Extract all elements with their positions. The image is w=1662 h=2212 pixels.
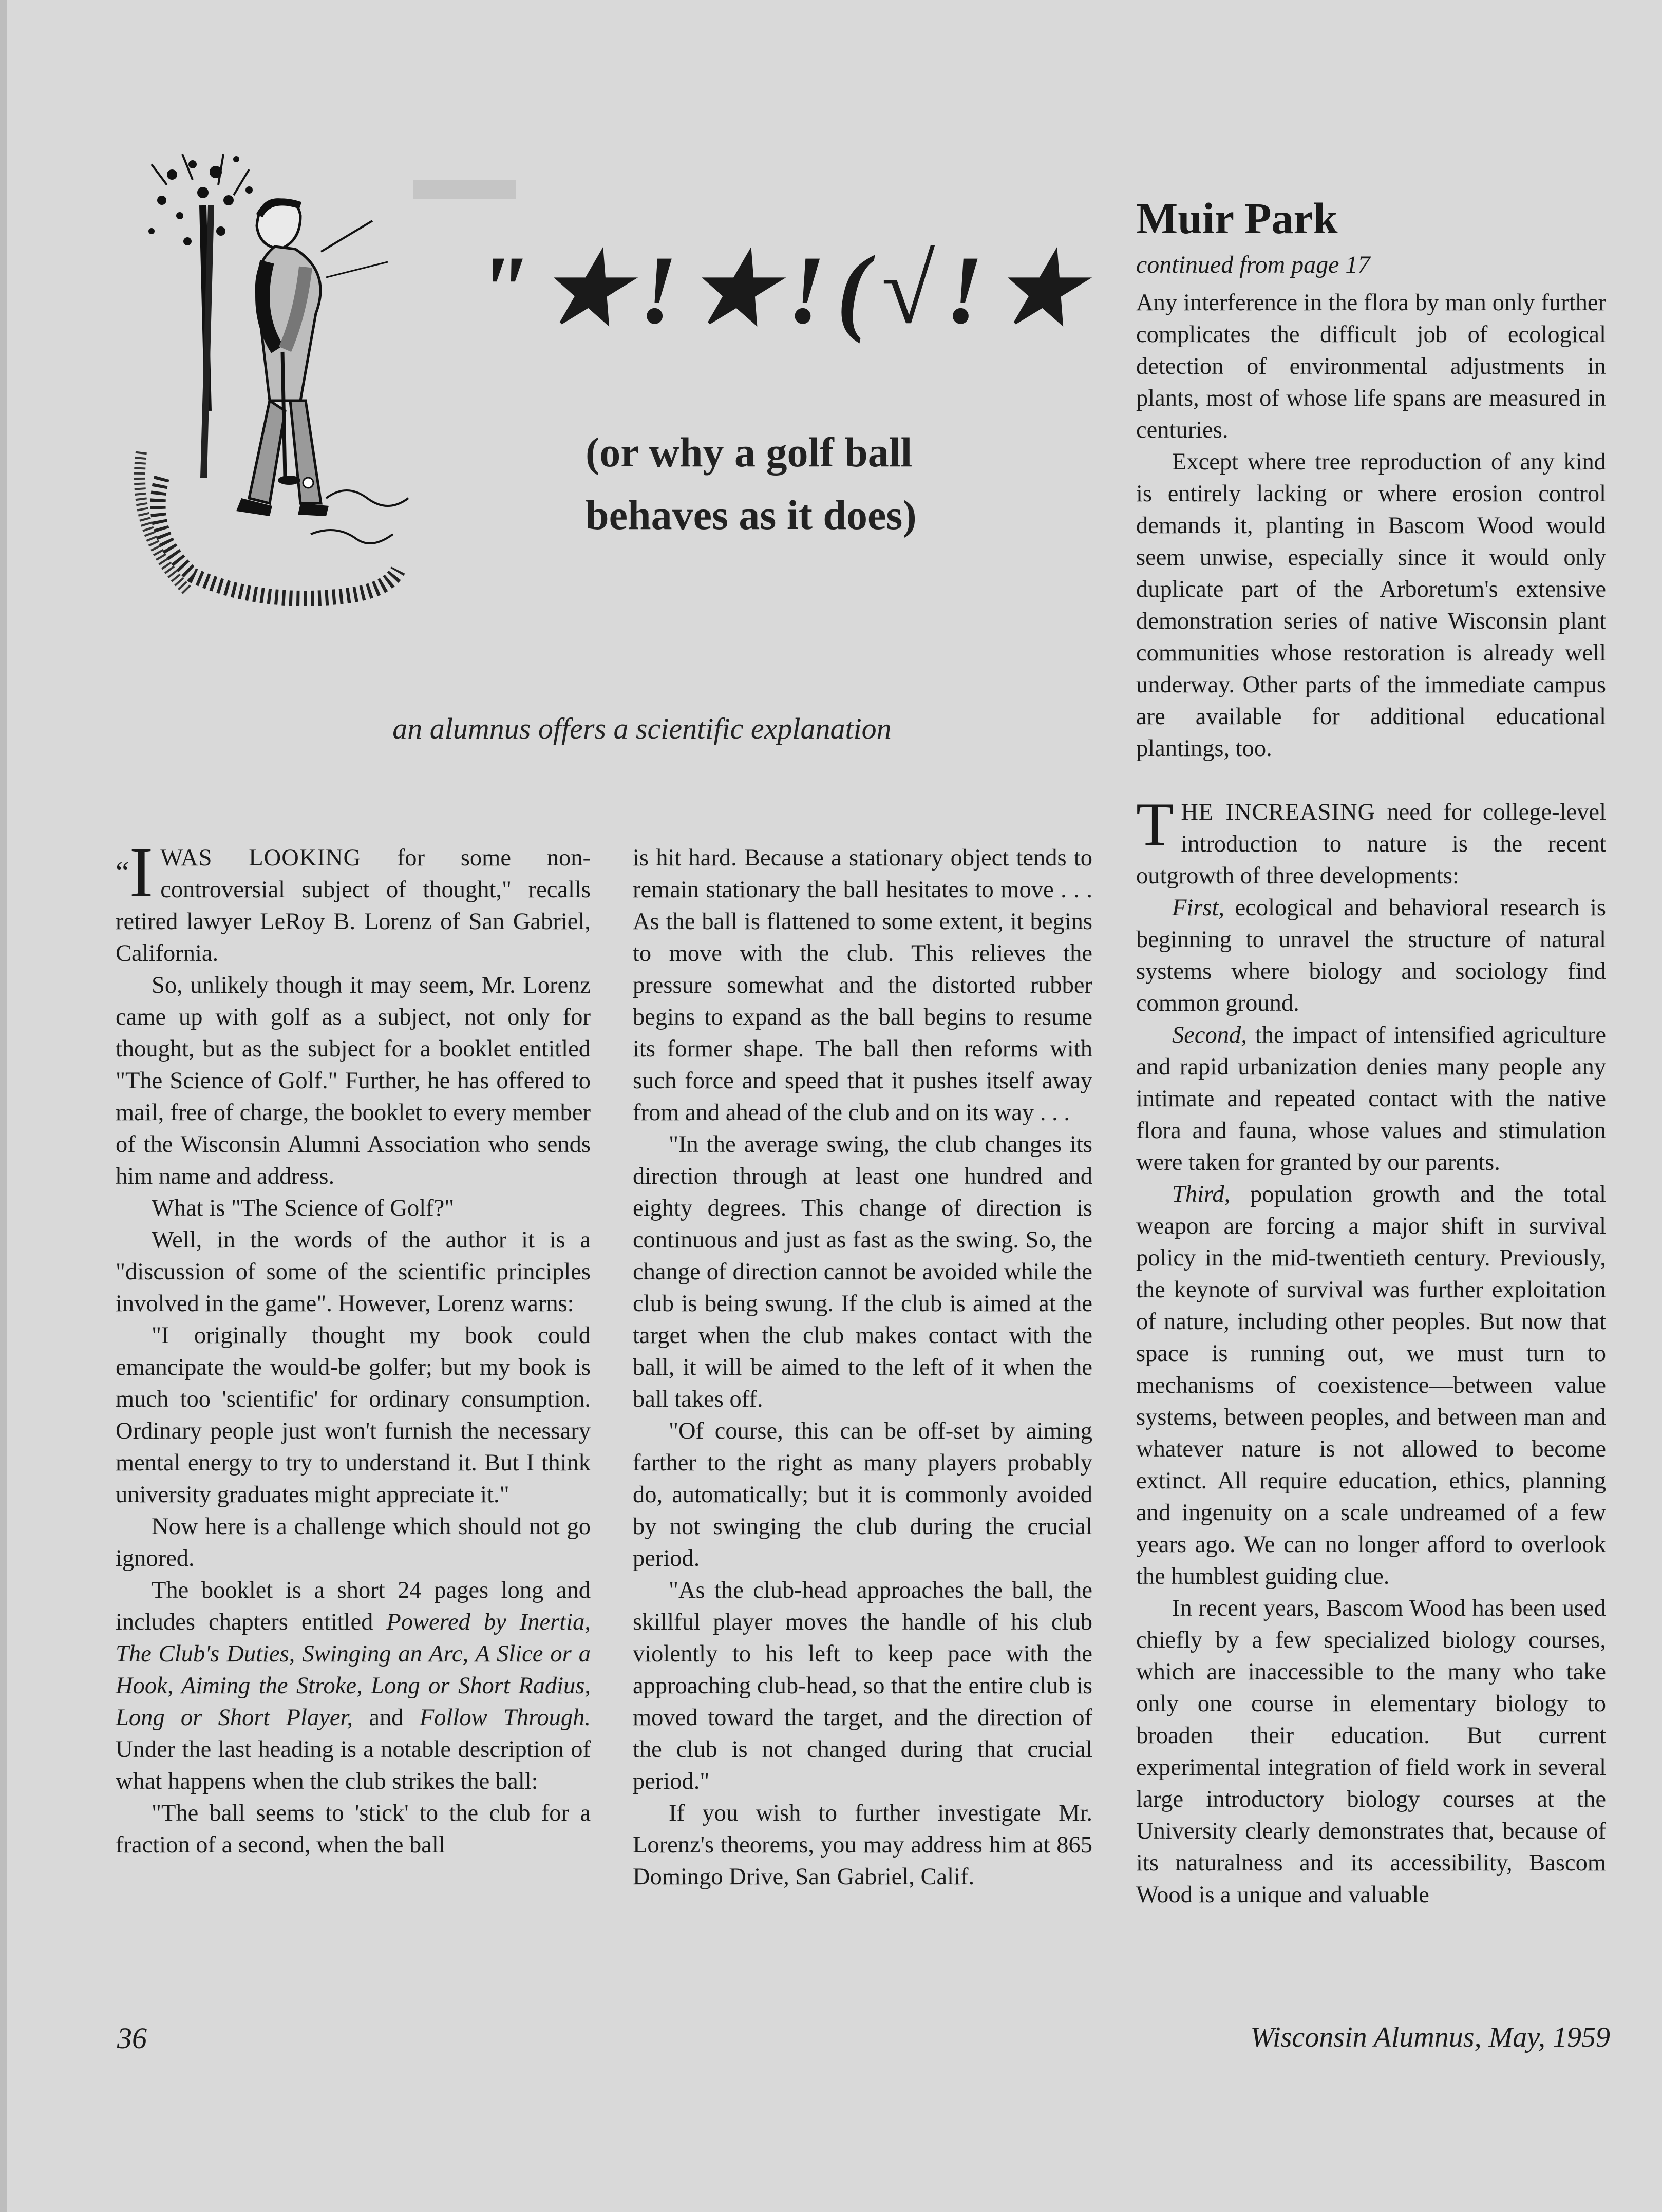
- headline-symbols: "★!★!(√!★: [475, 236, 1093, 344]
- lead-in: WAS LOOKING: [160, 845, 362, 871]
- subtitle-line-1: (or why a golf ball: [586, 429, 913, 476]
- article-deck: an alumnus offers a scientific explanation: [392, 712, 892, 745]
- headline-subtitle: [586, 421, 1007, 546]
- paragraph: First, ecological and behavioral research is beginning to unravel the structure of natural systems where biology and sociology find common ground.: [1136, 895, 1606, 1016]
- paragraph: If you wish to further investigate Mr. Lorenz's theorems, you may address him at 865 Domingo Drive, San Gabriel, Calif.: [633, 1800, 1092, 1890]
- paragraph: "In the average swing, the club changes its direction through at least one hundred and eighty degrees. This change of direction is continuous and just as fast as the swing. So, the change of direction cannot be avoided while the club is being swung. If the club is aimed at the target when the club makes contact with the ball, it will be aimed to the left of it when the ball takes off.: [633, 1131, 1092, 1412]
- lead-in: HE INCREASING: [1181, 799, 1376, 825]
- ink-smudge: [413, 180, 516, 199]
- scan-edge: [0, 0, 7, 2212]
- publication-footer: Wisconsin Alumnus, May, 1959: [1250, 2021, 1610, 2053]
- subtitle-line-2: behaves as it does): [586, 491, 917, 538]
- paragraph: The booklet is a short 24 pages long and includes chapters entitled Powered by Inertia, The Club's Duties, Swinging an Arc, A Slice or a Hook, Aiming the Stroke, Long or Short Radius, Long or Short Player, and Follow Through. Under the last heading is a notable description of what happens when the club strikes the ball:: [116, 1577, 591, 1794]
- paragraph: So, unlikely though it may seem, Mr. Lorenz came up with golf as a subject, not only for thought, but as the subject for a booklet entitled "The Science of Golf." Further, he has offered to mail, free of charge, the booklet to every member of the Wisconsin Alumni Association who sends him name and address.: [116, 972, 591, 1189]
- muir-park-column: [1136, 193, 1606, 1911]
- paragraph: What is "The Science of Golf?": [152, 1195, 455, 1221]
- paragraph: Second, the impact of intensified agriculture and rapid urbanization denies many people any intimate and repeated contact with the native flora and fauna, whose values and stimulation were taken for granted by our parents.: [1136, 1022, 1606, 1176]
- drop-cap: T: [1136, 790, 1174, 858]
- paragraph: In recent years, Bascom Wood has been used chiefly by a few specialized biology courses, which are inaccessible to the many who take only one course in elementary biology to broaden their education. But current experimental integration of field work in several large introductory biology courses at the University clearly demonstrates that, because of its naturalness and its accessibility, Bascom Wood is a unique and valuable: [1136, 1595, 1606, 1908]
- paragraph: Third, population growth and the total weapon are forcing a major shift in survival policy in the mid-twentieth century. Previously, the keynote of survival was further exploitation of nature, including other peoples. But now that space is running out, we must turn to mechanisms of coexistence—between value systems, between peoples, and between man and whatever nature is not allowed to become extinct. All require education, ethics, planning and ingenuity on a scale undreamed of a few years ago. We can no longer afford to overlook the humblest guiding clue.: [1136, 1181, 1606, 1590]
- paragraph: Any interference in the flora by man only further complicates the difficult job of ecological detection of environmental adjustments in plants, most of whose life spans are measured in centuries.: [1136, 290, 1606, 443]
- continued-note: continued from page 17: [1136, 251, 1370, 278]
- paragraph: Well, in the words of the author it is a "discussion of some of the scientific principles involved in the game". However, Lorenz warns:: [116, 1227, 591, 1317]
- paragraph: "As the club-head approaches the ball, the skillful player moves the handle of his club violently to his left to keep pace with the approaching club-head, so that the entire club is moved toward the target, and the direction of the club is not changed during that crucial period.": [633, 1577, 1092, 1794]
- paragraph: is hit hard. Because a stationary object tends to remain stationary the ball hesitates to move . . . As the ball is flattened to some extent, it begins to move with the club. This relieves the pressure somewhat and the distorted rubber begins to expand as the ball begins to resume its former shape. The ball then reforms with such force and speed that it pushes itself away from and ahead of the club and on its way . . .: [633, 845, 1092, 1126]
- golf-column-2: [633, 842, 1092, 1893]
- paragraph: "I originally thought my book could emancipate the would-be golfer; but my book is much too 'scientific' for ordinary consumption. Ordinary people just won't furnish the necessary mental energy to try to understand it. But I think university graduates might appreciate it.": [116, 1322, 591, 1508]
- paragraph: Now here is a challenge which should not go ignored.: [116, 1514, 591, 1572]
- golf-column-1: [116, 833, 591, 1861]
- paragraph: THE INCREASING need for college-level introduction to nature is the recent outgrowth of three developments:: [1136, 790, 1606, 889]
- golfer-illustration: [131, 144, 419, 606]
- paragraph: "Of course, this can be off-set by aiming farther to the right as many players probably do, automatically; but it is commonly avoided by not swinging the club during the crucial period.: [633, 1418, 1092, 1572]
- page-number: 36: [117, 2021, 147, 2055]
- muir-park-title: Muir Park: [1136, 194, 1338, 243]
- paragraph: [116, 833, 591, 970]
- paragraph: "The ball seems to 'stick' to the club for a fraction of a second, when the ball: [116, 1800, 591, 1858]
- drop-cap: “I: [116, 833, 154, 912]
- paragraph: Except where tree reproduction of any kind is entirely lacking or where erosion control demands it, planting in Bascom Wood would seem unwise, especially since it would only duplicate part of the Arboretum's extensive demonstration series of native Wisconsin plant communities whose restoration is already well underway. Other parts of the immediate campus are available for additional educational plantings, too.: [1136, 449, 1606, 762]
- paragraph-text: for some non-controversial subject of thought," recalls retired lawyer LeRoy B. Lorenz of San Gabriel, California.: [116, 845, 591, 967]
